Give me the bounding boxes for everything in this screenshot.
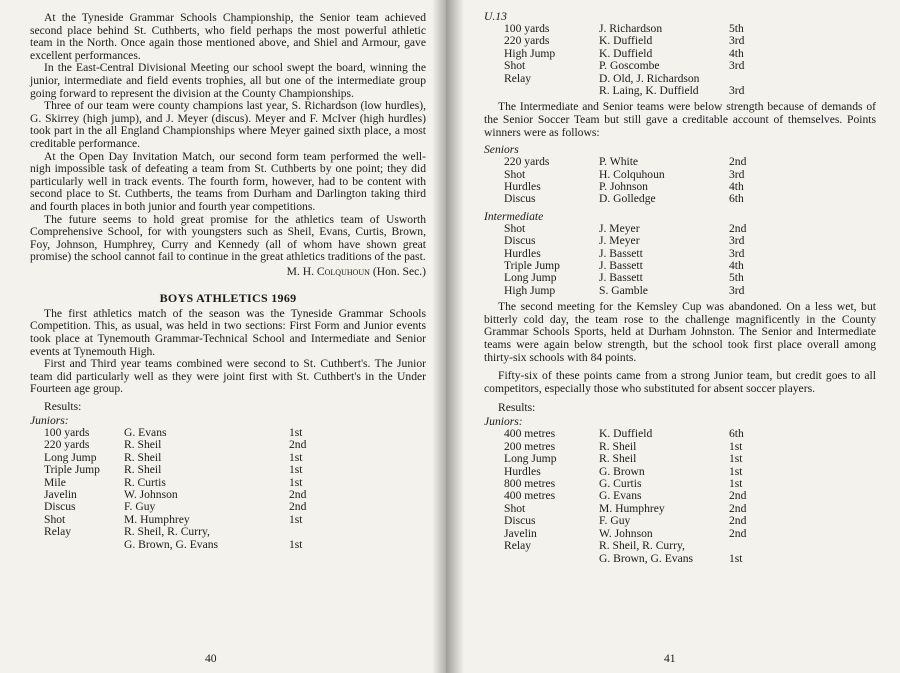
result-place: 1st [729,439,743,453]
result-name: J. Meyer [599,234,640,248]
result-place: 1st [729,452,743,466]
section-heading: BOYS ATHLETICS 1969 [159,290,297,305]
result-name: G. Brown [599,464,645,478]
result-place: 5th [729,271,744,285]
result-event: Shot [504,221,526,235]
result-name: P. Goscombe [599,59,660,73]
signature [30,265,426,278]
result-event: High Jump [504,46,556,60]
result-place: 1st [289,426,303,440]
result-event: 220 yards [504,34,550,48]
result-place: 6th [729,192,744,206]
result-name: H. Colquhoun [599,167,665,181]
result-event: 400 metres [504,427,556,441]
result-row [484,272,746,284]
result-place: 1st [289,463,303,477]
result-row [484,193,746,205]
result-name: K. Duffield [599,46,653,60]
result-name: R. Laing, K. Duffield [599,84,699,98]
result-name: M. Humphrey [124,512,190,526]
result-row [30,501,306,513]
result-place: 5th [729,22,744,35]
result-place [729,540,746,552]
result-event: Shot [504,59,526,73]
left-page [0,0,446,673]
result-name: R. Sheil [124,450,162,464]
group-label-seniors: Seniors [484,143,519,157]
result-place: 3rd [729,34,745,48]
result-name: G. Evans [124,426,167,440]
result-row [484,428,746,440]
page-number: 41 [664,652,676,665]
result-place: 2nd [729,155,747,169]
juniors-results-table [484,428,746,564]
result-event [484,553,599,565]
result-row [484,85,744,97]
result-name: R. Sheil [124,438,162,452]
result-name: R. Sheil [599,452,637,466]
result-name: D. Old, J. Richardson [599,71,700,85]
paragraph: Fifty-six of these points came from a strong Junior team, but credit goes to all competitors, especially those who substituted for absent soccer players. [484,369,876,395]
seniors-results-table [484,156,746,206]
result-event: Shot [504,501,526,515]
result-name: P. White [599,155,639,169]
result-name: J. Richardson [599,22,663,35]
result-place: 6th [729,427,744,441]
result-event: Mile [44,475,66,489]
result-event [30,539,124,551]
result-place: 3rd [729,246,745,260]
result-event: Hurdles [504,180,541,194]
paragraph: The first athletics match of the season was the Tyneside Grammar Schools Competition. This, as usual, was held in two sections: First Form and Junior events took place at Tynemouth Grammar-Technical School and Intermediate and Senior events at Tynemouth High. [30,306,426,358]
result-row [484,490,746,502]
paragraph: Three of our team were county champions last year, S. Richardson (low hurdles), G. Skirrey (high jump), and J. Meyer (discus). Meyer and F. McIver (high hurdles) took part in the all England Championships where Meyer gained sixth place, a most creditable performance. [30,99,426,150]
result-place: 3rd [729,167,745,181]
paragraph: In the East-Central Divisional Meeting our school swept the board, winning the junior, intermediate and field events trophies, all but one of the intermediate group going forward to represent the division at the County Championships. [30,61,426,100]
result-row [484,453,746,465]
result-event: 800 metres [504,477,556,491]
result-event: Relay [44,525,72,539]
result-name: K. Duffield [599,34,653,48]
result-place: 2nd [289,438,307,452]
result-event: Javelin [504,526,537,540]
result-name: S. Gamble [599,283,648,297]
right-page [446,0,900,673]
result-name: J. Bassett [599,246,643,260]
result-place: 1st [289,475,303,489]
result-row [30,464,306,476]
group-label-intermediate: Intermediate [484,209,544,223]
result-event: Relay [504,539,532,553]
result-place: 2nd [729,221,747,235]
result-row [30,526,306,538]
result-event: 220 yards [504,155,550,169]
result-row [484,235,746,247]
results-table [30,427,306,551]
group-label-juniors: Juniors: [30,414,69,428]
result-name: D. Golledge [599,192,656,206]
result-place: 2nd [729,526,747,540]
result-name: R. Sheil, R. Curry, [599,539,685,553]
result-event: Hurdles [504,464,541,478]
signature-name: M. H. Colquhoun [286,264,370,278]
result-row [484,515,746,527]
result-place: 2nd [729,501,747,515]
result-row [30,539,306,551]
result-place: 1st [289,512,303,526]
result-name: R. Sheil [124,463,162,477]
result-name: K. Duffield [599,427,653,441]
result-event: 200 metres [504,439,556,453]
result-event: Shot [504,167,526,181]
result-name: G. Evans [599,489,642,503]
result-row [484,156,746,168]
result-place [289,526,306,538]
result-event: Discus [504,234,536,248]
result-event: 400 metres [504,489,556,503]
result-name: J. Bassett [599,271,643,285]
result-place: 3rd [729,84,745,98]
result-event: Long Jump [44,450,97,464]
result-event: Discus [504,514,536,528]
result-name: G. Brown, G. Evans [124,537,219,551]
result-name: R. Sheil, R. Curry, [124,525,210,539]
result-row [484,60,744,72]
results-label: Results: [44,400,82,414]
results-label: Results: [498,401,536,415]
result-event: High Jump [504,283,556,297]
result-name: W. Johnson [124,488,178,502]
result-row [484,553,746,565]
result-event: Long Jump [504,452,557,466]
result-name: G. Curtis [599,477,642,491]
paragraph: The second meeting for the Kemsley Cup was abandoned. On a less wet, but bitterly cold day, the team rose to the challenge magnificently in the County Grammar Schools Sports, held at Durham Johnston. The Senior and Intermediate teams were again below strength, but the school took first place overall among thirty-six schools with 84 points. [484,300,876,364]
result-place: 4th [729,46,744,60]
result-name: J. Meyer [599,221,640,235]
result-event: Hurdles [504,246,541,260]
result-place: 2nd [289,500,307,514]
result-row [30,439,306,451]
result-place: 1st [729,477,743,491]
result-place: 3rd [729,234,745,248]
result-event: Discus [44,500,76,514]
paragraph: At the Tyneside Grammar Schools Championship, the Senior team achieved second place behind St. Cuthberts, who field perhaps the most powerful athletic team in the North. Once again those mentioned above, and Shiel and Armour, gave excellent performances. [30,11,426,62]
result-place: 1st [729,464,743,478]
signature-role: (Hon. Sec.) [372,264,426,278]
result-event: Javelin [44,488,77,502]
u13-results-table [484,23,744,97]
intermediate-results-table [484,223,746,297]
result-event: Long Jump [504,271,557,285]
result-place: 2nd [289,488,307,502]
result-place: 1st [729,551,743,565]
result-event: Discus [504,192,536,206]
result-event: Shot [44,512,66,526]
result-event [484,85,599,97]
result-row [484,35,744,47]
result-place: 3rd [729,283,745,297]
result-event: 100 yards [44,426,90,440]
result-place: 1st [289,450,303,464]
result-place: 4th [729,180,744,194]
result-name: J. Bassett [599,259,643,273]
result-row [484,540,746,552]
paragraph: The future seems to hold great promise for the athletics team of Usworth Comprehensive School, for with youngsters such as Sheil, Evans, Curtis, Brown, Foy, Johnson, Humphrey, Curry and Kennedy (all of whom have shown great promise) the school cannot fail to continue in the great athletics traditions of the past. [30,212,426,264]
result-event: Triple Jump [44,463,100,477]
result-name: F. Guy [124,500,156,514]
result-event: Relay [504,71,532,85]
result-event: 100 yards [504,22,550,35]
result-name: R. Sheil [599,439,637,453]
result-place: 1st [289,537,303,551]
result-event: 220 yards [44,438,90,452]
paragraph: At the Open Day Invitation Match, our second form team performed the well-nigh impossible task of defeating a team from St. Cuthberts by one point; they did particularly well in track events. The fourth form, however, had to be content with second place to St. Cuthberts, the teams from Durham and Darlington taking third and fourth places in both junior and fourth year competitions. [30,149,426,213]
result-event: Triple Jump [504,259,560,273]
paragraph: First and Third year teams combined were second to St. Cuthbert's. The Junior team did particularly well as they were joint first with St. Cuthbert's in the Under Fourteen age group. [30,357,426,396]
result-place: 4th [729,259,744,273]
result-row [484,285,746,297]
result-place: 3rd [729,59,745,73]
paragraph: The Intermediate and Senior teams were below strength because of demands of the Senior Soccer Team but still gave a creditable account of themselves. Points winners were as follows: [484,100,876,139]
result-name: P. Johnson [599,180,648,194]
group-label-u13: U.13 [484,10,507,23]
group-label-juniors: Juniors: [484,415,523,429]
result-place: 2nd [729,489,747,503]
result-place: 2nd [729,514,747,528]
result-name: F. Guy [599,514,631,528]
result-name: M. Humphrey [599,501,665,515]
result-name: G. Brown, G. Evans [599,551,694,565]
intro-paragraphs [30,12,426,264]
page-number: 40 [205,652,217,665]
result-name: W. Johnson [599,526,653,540]
result-name: R. Curtis [124,475,166,489]
